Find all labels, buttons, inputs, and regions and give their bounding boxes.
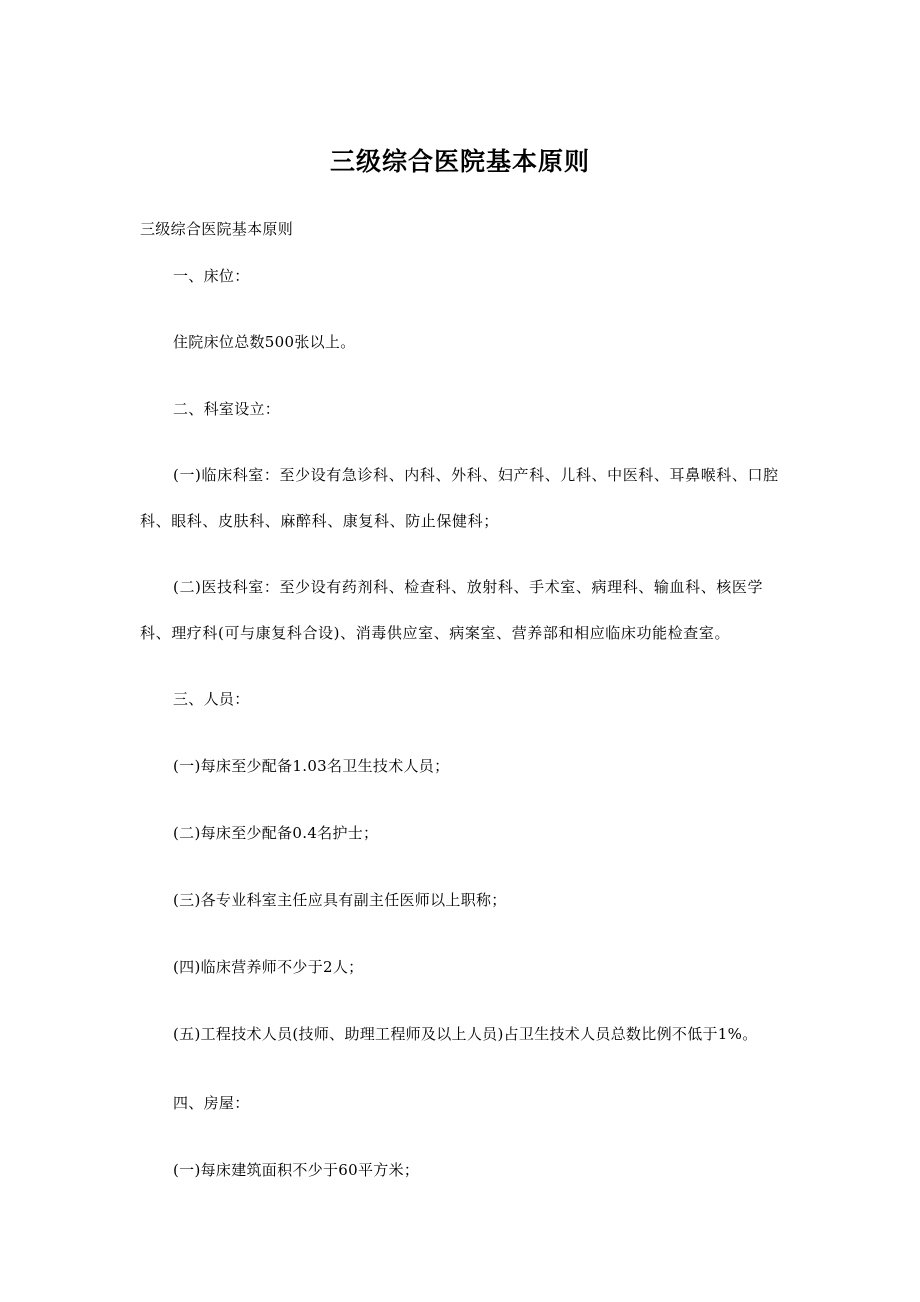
paragraph-nutritionists: (四)临床营养师不少于2人； (173, 958, 364, 976)
paragraph-medical-tech-departments: (二)医技科室：至少设有药剂科、检查科、放射科、手术室、病理科、输血科、核医学科、理疗科(可与康复科合设)、消毒供应室、病案室、营养部和相应临床功能检查室。 (140, 578, 764, 642)
section-heading-beds: 一、床位： (173, 267, 250, 285)
paragraph-bed-count: 住院床位总数500张以上。 (173, 333, 356, 351)
paragraph-department-directors: (三)各专业科室主任应具有副主任医师以上职称； (173, 891, 507, 909)
paragraph-clinical-departments: (一)临床科室：至少设有急诊科、内科、外科、妇产科、儿科、中医科、耳鼻喉科、口腔科、眼科、皮肤科、麻醉科、康复科、防止保健科； (140, 466, 779, 530)
paragraph-nurses: (二)每床至少配备0.4名护士； (173, 824, 379, 842)
section-heading-personnel: 三、人员： (173, 690, 250, 708)
document-subtitle: 三级综合医院基本原则 (140, 220, 294, 238)
paragraph-engineering-staff: (五)工程技术人员(技师、助理工程师及以上人员)占卫生技术人员总数比例不低于1%。 (173, 1025, 758, 1043)
section-heading-buildings: 四、房屋： (173, 1094, 250, 1112)
paragraph-floor-area: (一)每床建筑面积不少于60平方米； (173, 1161, 420, 1179)
document-title: 三级综合医院基本原则 (329, 147, 590, 176)
paragraph-health-tech-staff: (一)每床至少配备1.03名卫生技术人员； (173, 757, 450, 775)
section-heading-departments: 二、科室设立： (173, 400, 281, 418)
